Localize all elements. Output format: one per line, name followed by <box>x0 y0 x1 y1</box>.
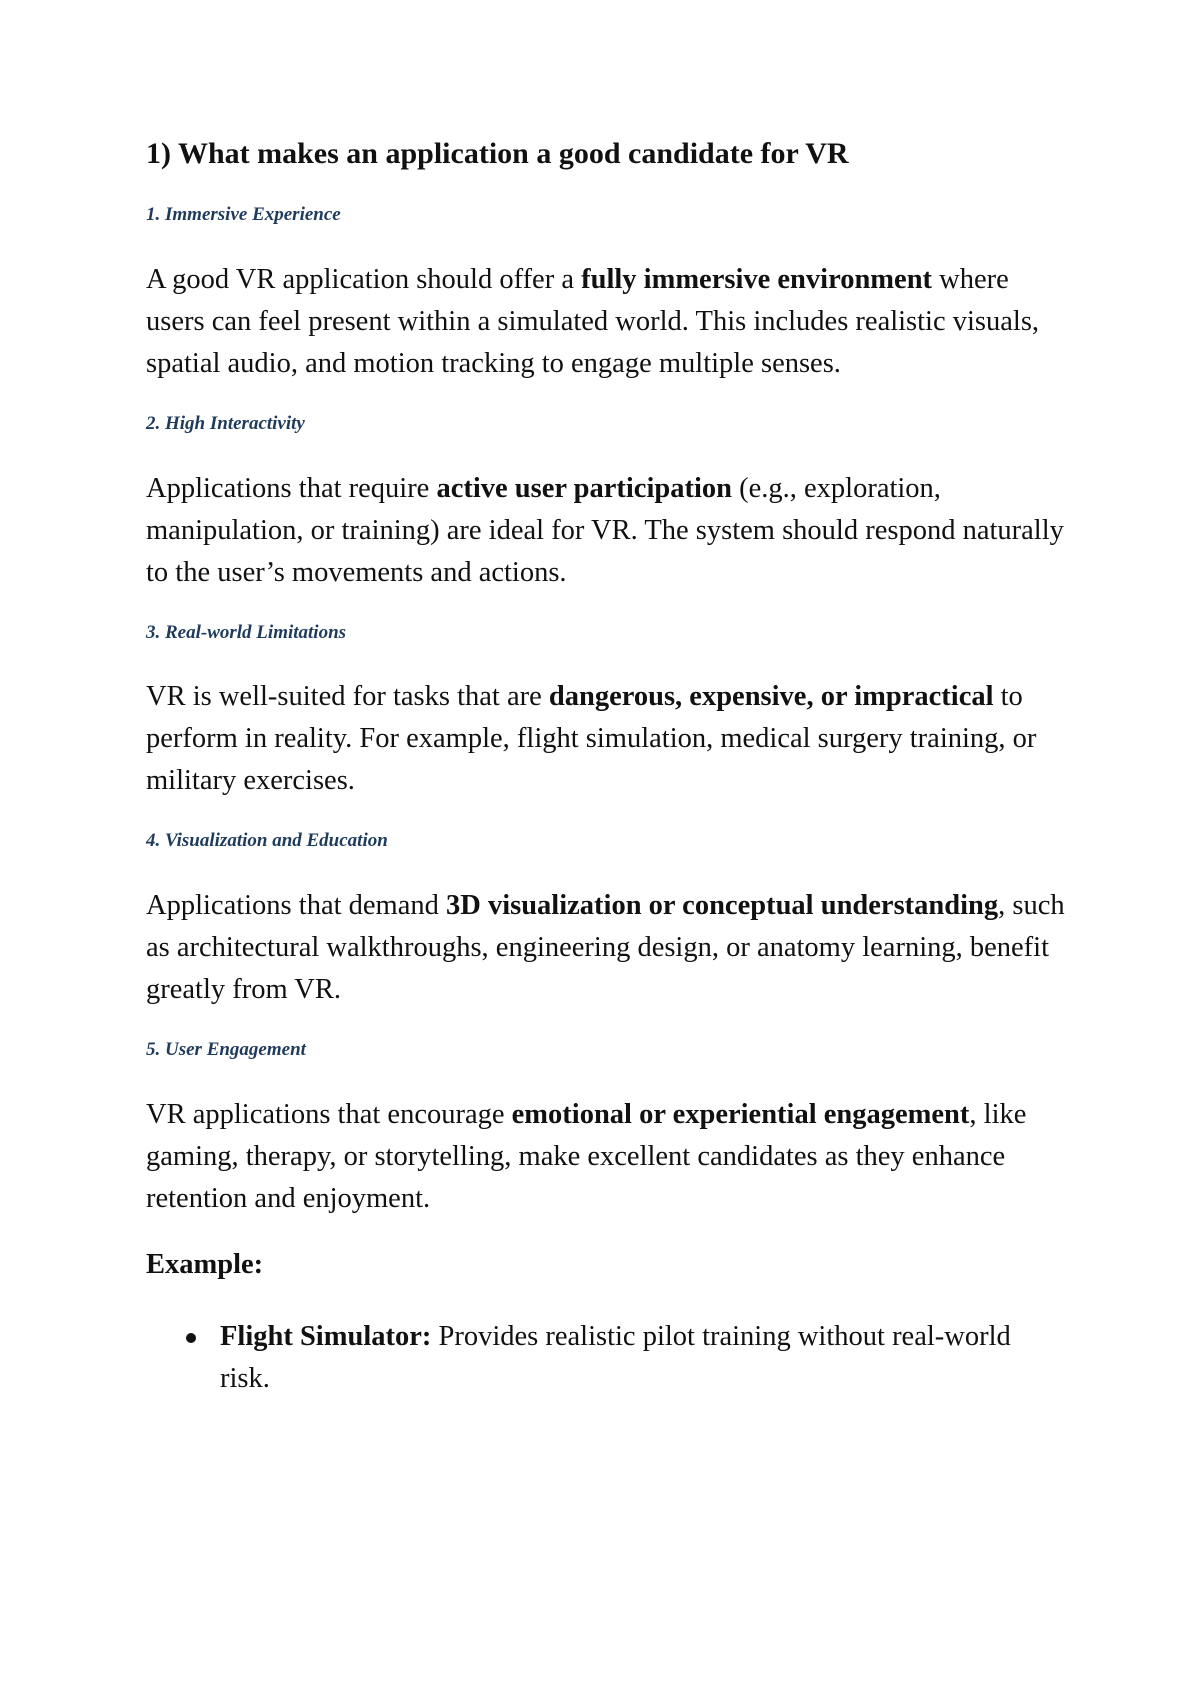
section-3 <box>146 622 1066 803</box>
body-text: VR is well-suited for tasks that are <box>146 681 549 713</box>
page-title: 1) What makes an application a good candidate for VR <box>146 137 849 170</box>
body-text: , like gaming, therapy, or storytelling, make excellent candidates as they enhance retention and enjoyment. <box>146 1098 1027 1214</box>
section-paragraph <box>146 1094 1066 1220</box>
section-heading: 4. Visualization and Education <box>146 830 388 852</box>
document-page <box>146 136 1066 1400</box>
section-paragraph <box>146 259 1066 385</box>
section-4 <box>146 830 1066 1011</box>
body-text: where users can feel present within a simulated world. This includes realistic visuals, spatial audio, and motion tracking to engage multiple senses. <box>146 263 1040 379</box>
body-text: , such as architectural walkthroughs, engineering design, or anatomy learning, benefit greatly from VR. <box>146 890 1065 1006</box>
emphasis-text: 3D visualization or conceptual understanding <box>445 890 999 922</box>
example-heading: Example: <box>146 1248 264 1280</box>
emphasis-text: active user participation <box>436 472 732 504</box>
emphasis-text: emotional or experiential engagement <box>511 1098 970 1130</box>
body-text: A good VR application should offer a <box>146 263 582 295</box>
section-heading: 3. Real-world Limitations <box>146 621 347 643</box>
section-5 <box>146 1039 1066 1220</box>
example-list <box>146 1316 1066 1400</box>
section-2 <box>146 413 1066 594</box>
body-text: (e.g., exploration, manipulation, or training) are ideal for VR. The system should respond naturally to the user’s movements and actions. <box>146 472 1064 588</box>
section-paragraph <box>146 676 1066 802</box>
section-heading: 2. High Interactivity <box>146 412 305 434</box>
body-text: Applications that demand <box>146 890 446 922</box>
section-paragraph <box>146 885 1066 1011</box>
emphasis-text: fully immersive environment <box>581 263 933 295</box>
section-heading: 1. Immersive Experience <box>146 204 341 225</box>
section-heading: 5. User Engagement <box>146 1039 306 1061</box>
body-text: to perform in reality. For example, flight simulation, medical surgery training, or military exercises. <box>146 681 1037 797</box>
sections-container <box>146 204 1066 1220</box>
body-text: Applications that require <box>146 472 437 504</box>
section-1 <box>146 204 1066 385</box>
section-paragraph <box>146 468 1066 594</box>
list-item-text: Provides realistic pilot training without real-world risk. <box>220 1321 1011 1395</box>
list-item-label: Flight Simulator: <box>220 1321 432 1353</box>
list-item <box>146 1316 1066 1400</box>
emphasis-text: dangerous, expensive, or impractical <box>548 681 994 713</box>
bullet-icon <box>186 1333 196 1343</box>
body-text: VR applications that encourage <box>146 1098 512 1130</box>
